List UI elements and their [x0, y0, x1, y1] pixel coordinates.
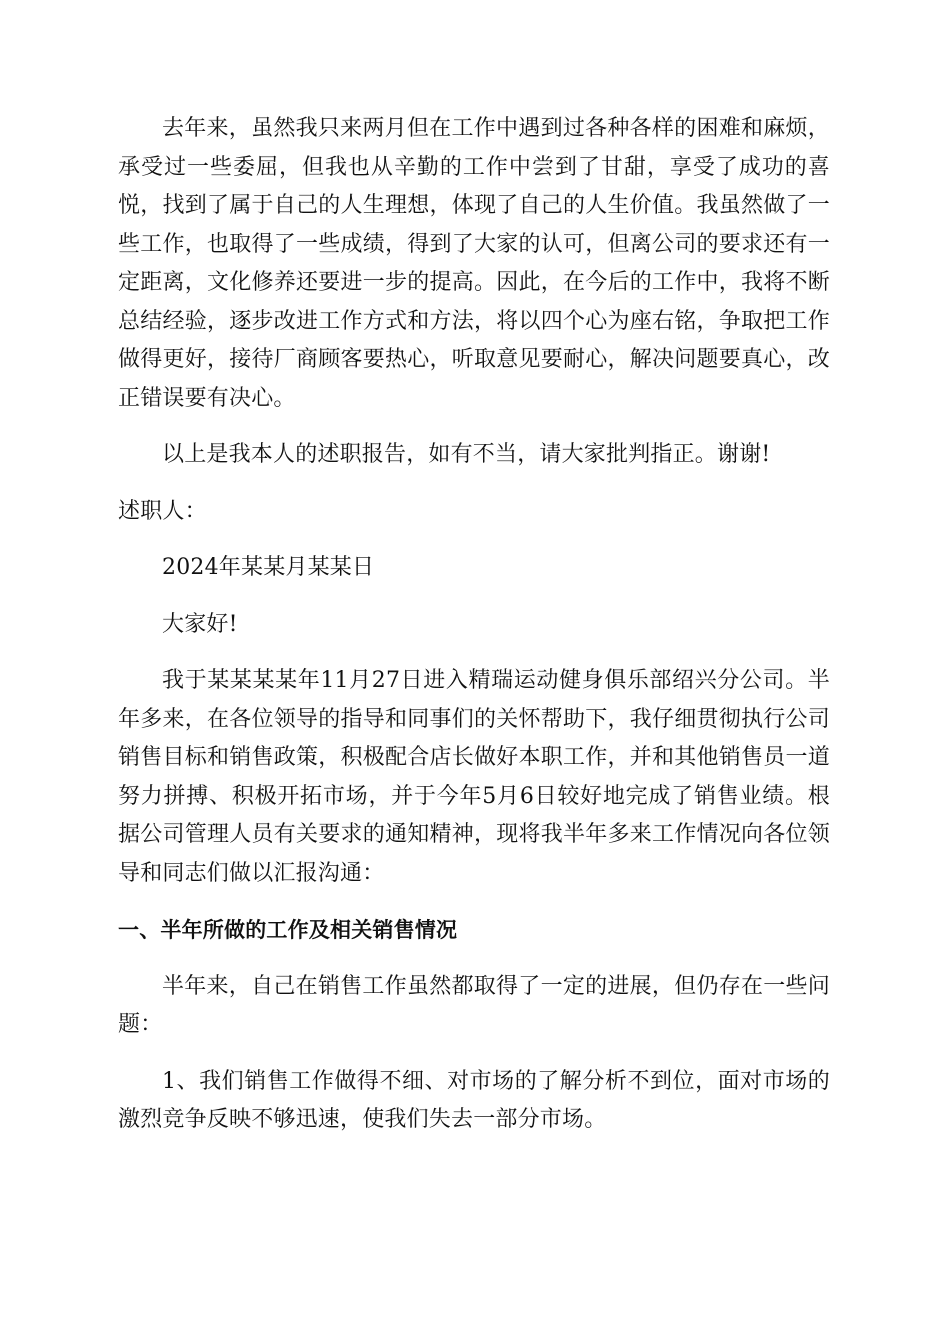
- paragraph-closing: 以上是我本人的述职报告，如有不当，请大家批判指正。谢谢!: [162, 442, 771, 467]
- paragraph-reflection: 去年来，虽然我只来两月但在工作中遇到过各种各样的困难和麻烦，承受过一些委屈，但我也从辛勤的工作中尝到了甘甜，享受了成功的喜悦，找到了属于自己的人生理想，体现了自己的人生价值。我虽然做了一些工作，也取得了一些成绩，得到了大家的认可，但离公司的要求还有一定距离，文化修养还要进一步的提高。因此，在今后的工作中，我将不断总结经验，逐步改进工作方式和方法，将以四个心为座右铭，争取把工作做得更好，接待厂商顾客要热心，听取意见要耐心，解决问题要真心，改正错误要有决心。: [118, 116, 830, 411]
- list-item-1: 1、我们销售工作做得不细、对市场的了解分析不到位，面对市场的激烈竞争反映不够迅速，使我们失去一部分市场。: [118, 1068, 830, 1132]
- paragraph-problems-intro: 半年来，自己在销售工作虽然都取得了一定的进展，但仍存在一些问题：: [118, 973, 830, 1037]
- paragraph-intro: 我于某某某某年11月27日进入精瑞运动健身俱乐部绍兴分公司。半年多来，在各位领导的指导和同事们的关怀帮助下，我仔细贯彻执行公司销售目标和销售政策，积极配合店长做好本职工作，并和其他销售员一道努力拼搏、积极开拓市场，并于今年5月6日较好地完成了销售业绩。根据公司管理人员有关要求的通知精神，现将我半年多来工作情况向各位领导和同志们做以汇报沟通：: [118, 668, 830, 886]
- document-page: [118, 110, 830, 1158]
- date-line: 2024年某某月某某日: [162, 555, 375, 580]
- section-heading: 一、半年所做的工作及相关销售情况: [118, 918, 458, 942]
- greeting: 大家好!: [162, 611, 238, 637]
- reporter-label: 述职人：: [118, 498, 207, 524]
